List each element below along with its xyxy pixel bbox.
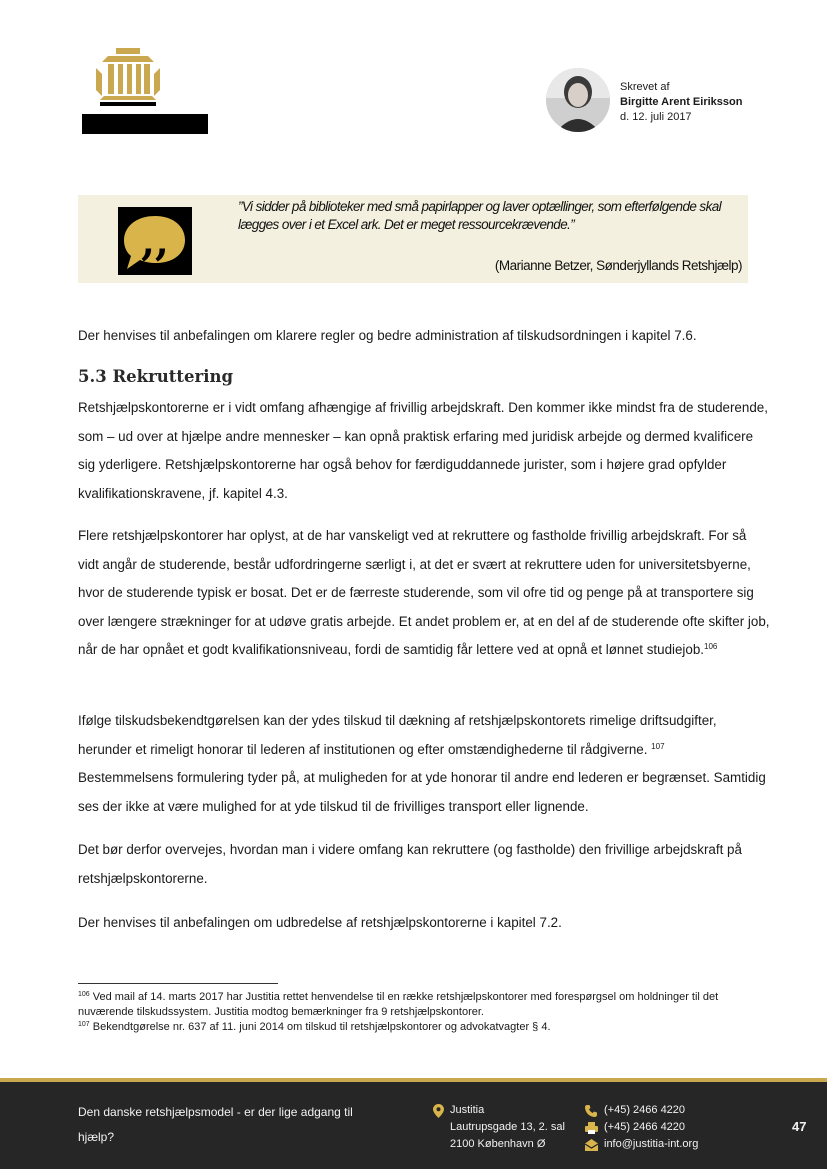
svg-text:,,: ,,	[141, 218, 169, 265]
paragraph-2	[78, 522, 770, 665]
page-number: 47	[792, 1119, 807, 1134]
footnote-divider	[78, 983, 278, 984]
footnote-number: 106	[78, 991, 90, 998]
paragraph-2-text: Flere retshjælpskontorer har oplyst, at de har vanskeligt ved at rekruttere og fastholde frivillig arbejdskraft. For så vidt angår de studerende, består udfordringerne særligt i, at det er svært at rekruttere uden for universitetsbyerne, hvor de studerende typisk er bosat. Det er de færreste studerende, som vil ofre tid og penge på at transportere sig over længere strækninger for at udøve gratis arbejde. Et andet problem er, at en del af de studerende ofte skifter job, når de har opnået et godt kvalifikationsniveau, fordi de samtidig får lettere ved at opnå et lønnet studiejob.	[78, 528, 770, 657]
footer-phone: (+45) 2466 4220	[604, 1104, 686, 1116]
paragraph-3-text-a: Ifølge tilskudsbekendtgørelsen kan der ydes tilskud til dækning af retshjælpskontorets rimelige driftsudgifter, herunder et rimeligt honorar til lederen af institutionen og efter omstændighederne til rådgiverne.	[78, 713, 717, 757]
footer-fax: (+45) 2466 4220	[604, 1121, 686, 1133]
author-written-by: Skrevet af	[620, 81, 670, 93]
speech-bubble-quote-icon	[118, 207, 192, 275]
location-pin-icon	[433, 1104, 444, 1124]
author-photo	[546, 68, 610, 132]
footer-fax-row[interactable]	[585, 1119, 698, 1136]
paragraph-1: Retshjælpskontorerne er i vidt omfang afhængige af frivillig arbejdskraft. Den kommer ikke mindst fra de studerende, som – ud over at hjælpe andre mennesker – kan opnå praktisk erfaring med juridisk arbejde og dermed kvalificere sig yderligere. Retshjælpskontorerne har også behov for færdiguddannede jurister, som i højere grad opfylder kvalifikationskravene, jf. kapitel 4.3.	[78, 400, 768, 501]
footer-email: info@justitia-int.org	[604, 1138, 699, 1150]
footer-address	[433, 1102, 565, 1153]
paragraph-5: Der henvises til anbefalingen om udbredelse af retshjælpskontorerne i kapitel 7.2.	[78, 915, 562, 930]
page-footer	[0, 1082, 827, 1169]
paragraph-4: Det bør derfor overvejes, hvordan man i videre omfang kan rekruttere (og fastholde) den frivillige arbejdskraft på retshjælpskontorerne.	[78, 842, 742, 886]
footer-title: Den danske retshjælpsmodel - er der lige adgang til hjælp?	[78, 1105, 353, 1144]
section-heading: 5.3 Rekruttering	[78, 367, 234, 386]
paragraph-3-text-b: Bestemmelsens formulering tyder på, at muligheden for at yde honorar til andre end lederen er begrænset. Samtidig ses der ikke at være mulighed for at yde tilskud til de frivilliges transport eller lignende.	[78, 770, 766, 814]
footer-contact	[585, 1102, 698, 1153]
footnote-text: Ved mail af 14. marts 2017 har Justitia rettet henvendelse til en række retshjælpskontorer med forespørgsel om holdninger til det nuværende tilskudssystem. Justitia modtog bemærkninger fra 9 retshjælpskontorer.	[78, 991, 719, 1018]
paragraph-3	[78, 707, 770, 821]
author-date: d. 12. juli 2017	[620, 111, 692, 123]
quote-text: ”Vi sidder på biblioteker med små papirlapper og laver optællinger, som efterfølgende skal lægges over i et Excel ark. Det er meget ressourcekrævende.”	[238, 199, 722, 232]
quote-box	[78, 195, 748, 283]
author-block	[546, 68, 806, 134]
footnote-ref-106[interactable]: 106	[704, 642, 718, 651]
fax-icon	[585, 1122, 598, 1134]
footnote-107	[78, 1020, 758, 1035]
justitia-logo	[78, 44, 212, 136]
phone-icon	[585, 1105, 598, 1117]
footnotes	[78, 990, 758, 1035]
intro-paragraph: Der henvises til anbefalingen om klarere regler og bedre administration af tilskudsordningen i kapitel 7.6.	[78, 328, 697, 343]
mail-icon	[585, 1139, 598, 1151]
footnote-text: Bekendtgørelse nr. 637 af 11. juni 2014 om tilskud til retshjælpskontorer og advokatvagter § 4.	[89, 1021, 551, 1033]
quote-source: (Marianne Betzer, Sønderjyllands Retshjælp)	[494, 258, 742, 273]
footnote-number: 107	[78, 1021, 90, 1028]
footer-org: Justitia	[450, 1104, 485, 1116]
footer-phone-row[interactable]	[585, 1102, 698, 1119]
footnote-106	[78, 990, 758, 1020]
footer-email-row[interactable]	[585, 1136, 698, 1153]
author-name: Birgitte Arent Eiriksson	[620, 96, 743, 108]
footnote-ref-107[interactable]: 107	[651, 741, 665, 751]
footer-street: Lautrupsgade 13, 2. sal	[450, 1121, 565, 1133]
footer-city: 2100 København Ø	[450, 1138, 546, 1150]
